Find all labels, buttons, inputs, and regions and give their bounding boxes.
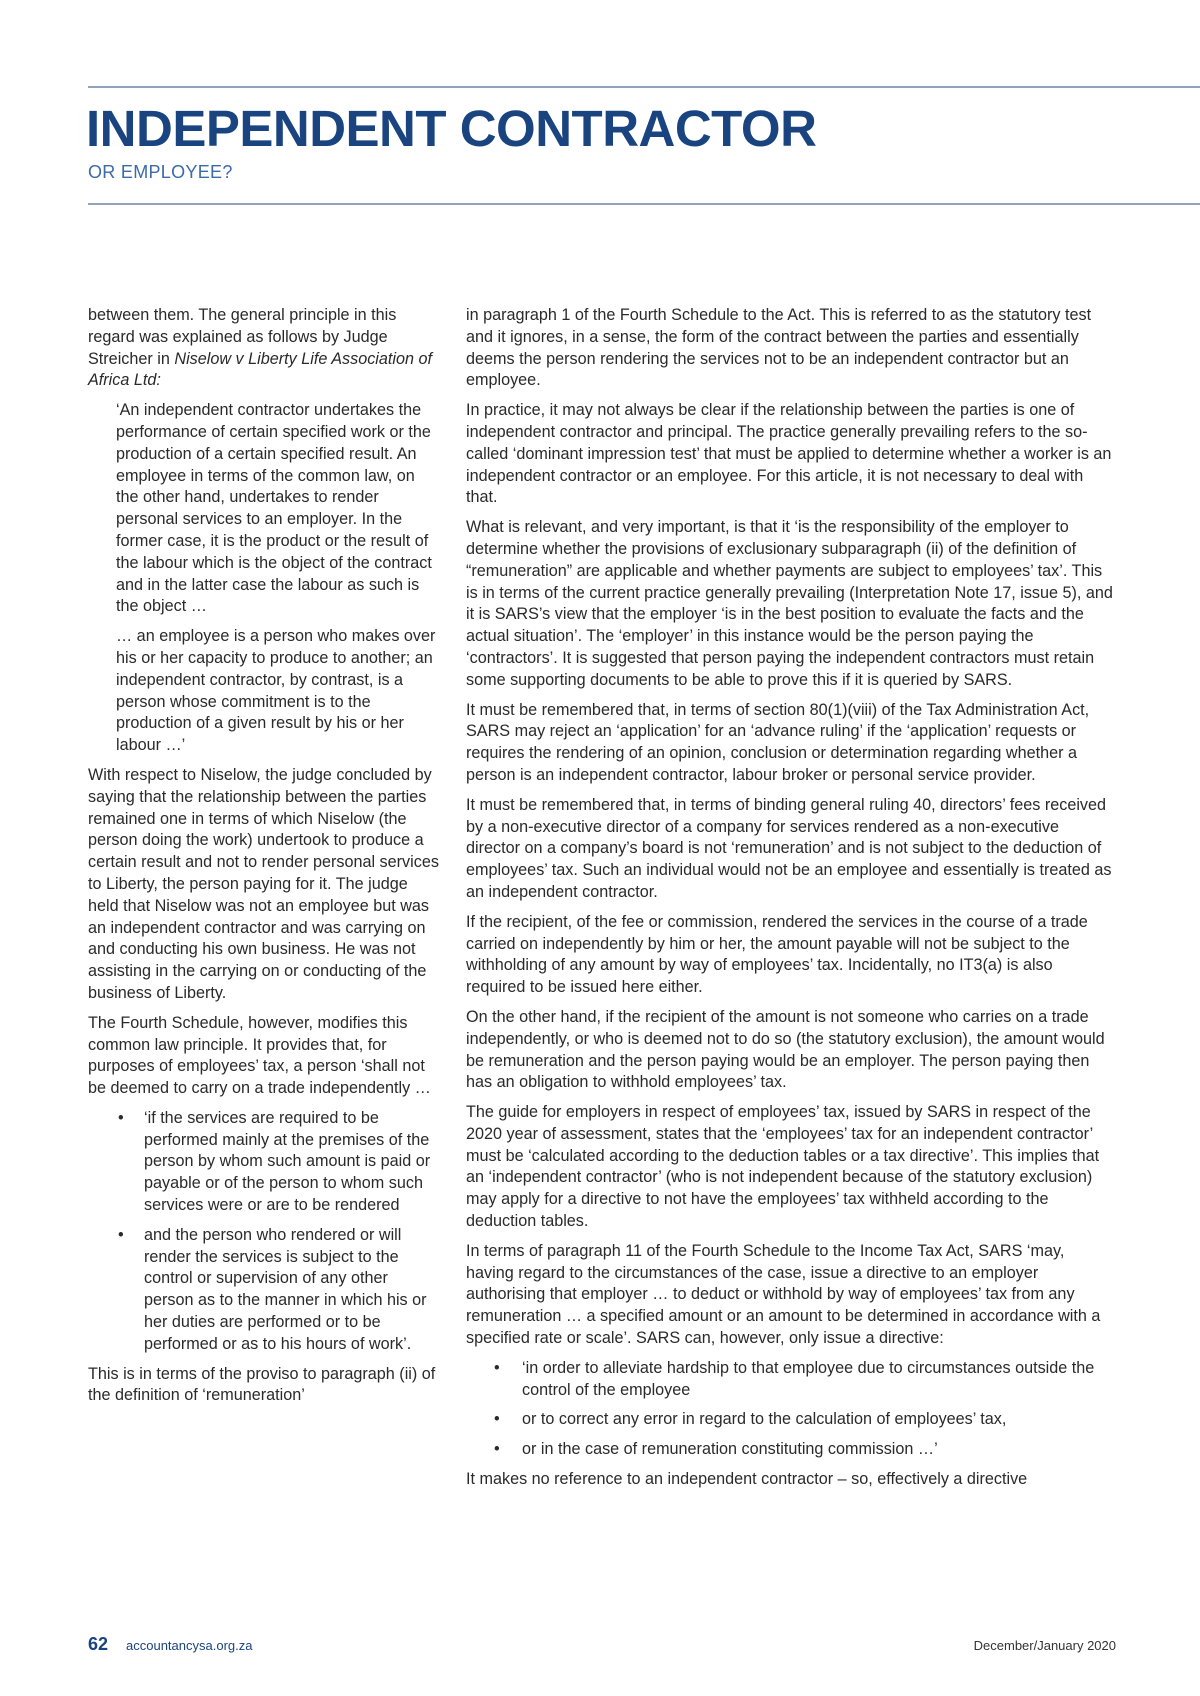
bullet-list xyxy=(466,1358,1116,1461)
bullet-list xyxy=(88,1108,441,1356)
bullet-icon: • xyxy=(494,1358,500,1377)
list-item xyxy=(88,1108,441,1217)
paragraph: This is in terms of the proviso to paragraph (ii) of the definition of ‘remuneration’ xyxy=(88,1364,436,1405)
list-item-text: and the person who rendered or will render the services is subject to the control or supervision of any other person as to the manner in which his or her duties are performed or to be performed or as to his hours of work’. xyxy=(144,1225,427,1353)
page-subtitle: OR EMPLOYEE? xyxy=(88,162,233,182)
list-item-text: or in the case of remuneration constituting commission …’ xyxy=(522,1440,938,1459)
bullet-icon: • xyxy=(494,1410,500,1429)
bullet-icon: • xyxy=(118,1108,124,1127)
list-item xyxy=(466,1439,1116,1461)
paragraph: The guide for employers in respect of employees’ tax, issued by SARS in respect of the 2020 year of assessment, states that the ‘employees’ tax for an independent contractor’ must be ‘calculated according to the deduction tables or a tax directive’. This implies that an ‘independent contractor’ (who is not independent because of the statutory exclusion) may apply for a directive to not have the employees’ tax withheld according to the deduction tables. xyxy=(466,1103,1100,1231)
list-item xyxy=(466,1358,1116,1402)
paragraph: It must be remembered that, in terms of section 80(1)(viii) of the Tax Administration Act, SARS may reject an ‘application’ for an ‘advance ruling’ if the ‘application’ requests or requires the rendering of an opinion, conclusion or determination regarding whether a person is an independent contractor, labour broker or personal service provider. xyxy=(466,700,1090,784)
header-top-rule xyxy=(88,86,1200,88)
paragraph: It makes no reference to an independent contractor – so, effectively a directive xyxy=(466,1470,1028,1489)
bullet-icon: • xyxy=(494,1440,500,1459)
page-title: INDEPENDENT CONTRACTOR xyxy=(86,100,817,157)
paragraph: What is relevant, and very important, is that it ‘is the responsibility of the employer to determine whether the provisions of exclusionary subparagraph (ii) of the definition of “remuneration” are applicable and whether payments are subject to employees’ tax’. This is in terms of the current practice generally prevailing (Interpretation Note 17, issue 5), and it is SARS’s view that the employer ‘is in the best position to evaluate the facts and the actual situation’. The ‘employer’ in this instance would be the person paying the ‘contractors’. It is suggested that person paying the independent contractors must retain some supporting documents to be able to prove this if it is queried by SARS. xyxy=(466,518,1113,689)
list-item-text: ‘if the services are required to be performed mainly at the premises of the person by whom such amount is paid or payable or of the person to whom such services were or are to be rendered xyxy=(144,1108,431,1215)
paragraph: If the recipient, of the fee or commission, rendered the services in the course of a trade carried on independently by him or her, the amount payable will not be subject to the withholding of any amount by way of employees’ tax. Incidentally, no IT3(a) is also required to be issued here either. xyxy=(466,912,1088,997)
paragraph: In practice, it may not always be clear if the relationship between the parties is one of independent contractor and principal. The practice generally prevailing refers to the so-called ‘dominant impression test’ that must be applied to determine whether a worker is an independent contractor or an employee. For this article, it is not necessary to deal with that. xyxy=(466,401,1112,507)
issue-date: December/January 2020 xyxy=(973,1638,1116,1653)
list-item xyxy=(466,1409,1116,1431)
bullet-icon: • xyxy=(118,1225,124,1244)
list-item xyxy=(88,1225,441,1356)
paragraph-text: between them. The general principle in this regard was explained as follows by Judge Streicher in xyxy=(88,306,397,368)
case-citation: Niselow v Liberty Life Association of Africa Ltd: xyxy=(88,349,432,390)
left-column xyxy=(88,305,441,1415)
page-number: 62 xyxy=(88,1634,109,1654)
list-item-text: ‘in order to alleviate hardship to that employee due to circumstances outside the control of the employee xyxy=(522,1358,1095,1399)
header-bottom-rule xyxy=(88,203,1200,205)
paragraph: On the other hand, if the recipient of the amount is not someone who carries on a trade independently, or who is deemed not to do so (the statutory exclusion), the amount would be remuneration and the person paying would be an employer. The person paying then has an obligation to withhold employees’ tax. xyxy=(466,1007,1105,1092)
right-column xyxy=(466,305,1116,1499)
block-quote: ‘An independent contractor undertakes the performance of certain specified work or the production of a certain specified result. An employee in terms of the common law, on the other hand, undertakes to render personal services to an employer. In the former case, it is the product or the result of the labour which is the object of the contract and in the latter case the labour as such is the object … xyxy=(116,401,432,616)
paragraph: With respect to Niselow, the judge concluded by saying that the relationship between the parties remained one in terms of which Niselow (the person doing the work) undertook to produce a certain result and not to render personal services to Liberty, the person paying for it. The judge held that Niselow was not an employee but was an independent contractor and was carrying on and conducting his own business. He was not assisting in the carrying on or conducting of the business of Liberty. xyxy=(88,765,439,1002)
website-link[interactable]: accountancysa.org.za xyxy=(126,1638,253,1653)
paragraph: The Fourth Schedule, however, modifies this common law principle. It provides that, for purposes of employees’ tax, a person ‘shall not be deemed to carry on a trade independently … xyxy=(88,1013,431,1098)
paragraph: In terms of paragraph 11 of the Fourth Schedule to the Income Tax Act, SARS ‘may, having regard to the circumstances of the case, issue a directive to an employer authorising that employer … to deduct or withhold by way of employees’ tax from any remuneration … a specified amount or an amount to be determined in accordance with a specified rate or scale’. SARS can, however, only issue a directive: xyxy=(466,1241,1101,1348)
list-item-text: or to correct any error in regard to the calculation of employees’ tax, xyxy=(522,1410,1007,1429)
block-quote: … an employee is a person who makes over his or her capacity to produce to another; an independent contractor, by contrast, is a person whose commitment is to the production of a given result by his or her labour …’ xyxy=(116,627,436,755)
paragraph: It must be remembered that, in terms of binding general ruling 40, directors’ fees received by a non-executive director of a company for services rendered as a non-executive director on a company’s board is not ‘remuneration’ and is not subject to the deduction of employees’ tax. Such an individual would not be an employee and essentially is treated as an independent contractor. xyxy=(466,795,1112,901)
paragraph xyxy=(88,305,441,392)
paragraph: in paragraph 1 of the Fourth Schedule to the Act. This is referred to as the statutory test and it ignores, in a sense, the form of the contract between the parties and essentially deems the person rendering the services not to be an independent contractor but an employee. xyxy=(466,306,1092,390)
